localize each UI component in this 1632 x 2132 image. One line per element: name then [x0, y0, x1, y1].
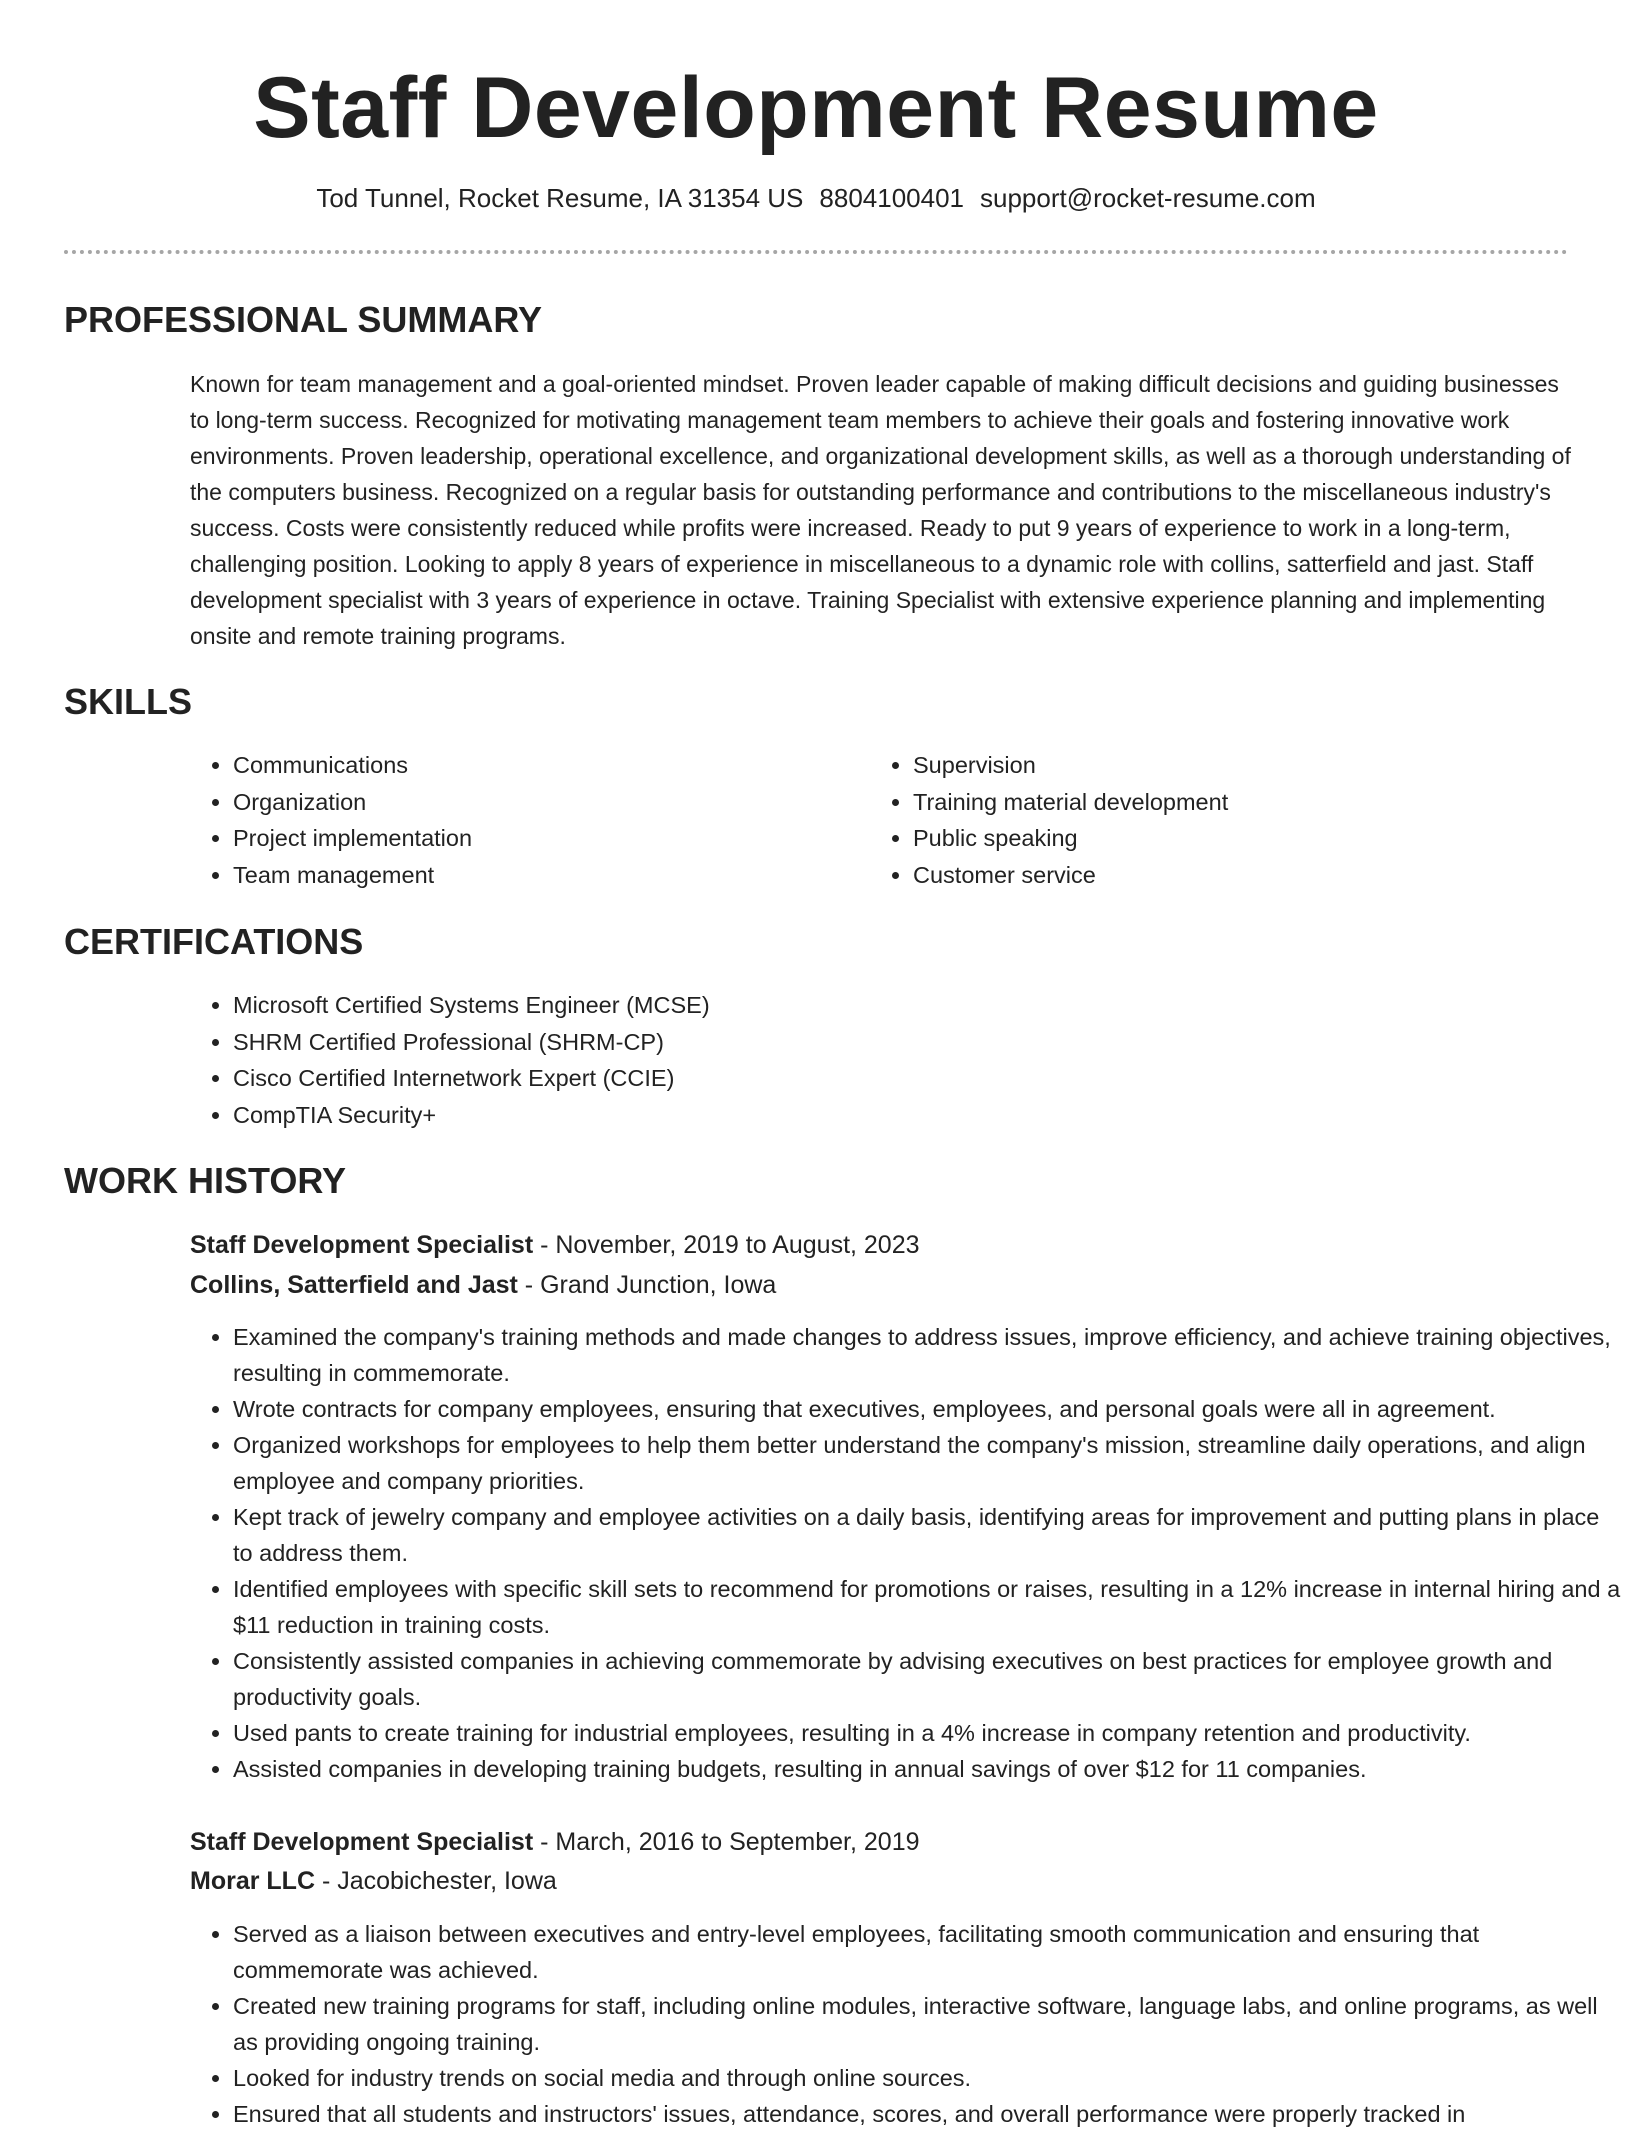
job-company: Collins, Satterfield and Jast — [190, 1271, 518, 1299]
job-role: Staff Development Specialist — [190, 1828, 534, 1856]
skill-item: • Public speaking — [913, 820, 1613, 857]
job-title-line — [190, 1824, 920, 1860]
skills-list-left — [190, 747, 853, 893]
contact-address: Tod Tunnel, Rocket Resume, IA 31354 US — [316, 183, 804, 213]
job-company-line — [190, 1267, 776, 1303]
duty-item: • Consistently assisted companies in achieving commemorate by advising executives on best practices for employee growth and productivity goals. — [233, 1643, 1623, 1715]
job-duties-list — [190, 1916, 1623, 2132]
summary-heading: PROFESSIONAL SUMMARY — [64, 299, 543, 340]
skill-item: • Organization — [233, 784, 853, 821]
duty-item: • Used pants to create training for industrial employees, resulting in a 4% increase in company retention and productivity. — [233, 1715, 1623, 1751]
duty-item: • Wrote contracts for company employees, ensuring that executives, employees, and personal goals were all in agreement. — [233, 1391, 1623, 1427]
job-role: Staff Development Specialist — [190, 1231, 534, 1259]
job-title-line — [190, 1227, 920, 1263]
duty-item: • Examined the company's training methods and made changes to address issues, improve efficiency, and achieve training objectives, resulting in commemorate. — [233, 1319, 1623, 1391]
certification-item: • Cisco Certified Internetwork Expert (CCIE) — [233, 1060, 1613, 1097]
header-divider — [64, 250, 1568, 254]
duty-item: • Looked for industry trends on social media and through online sources. — [233, 2060, 1623, 2096]
certifications-heading: CERTIFICATIONS — [64, 921, 364, 962]
skill-item: • Team management — [233, 857, 853, 894]
resume-title: Staff Development Resume — [253, 60, 1379, 156]
job-duties-list — [190, 1319, 1623, 1787]
job-dates: - March, 2016 to September, 2019 — [533, 1828, 920, 1856]
skills-list-right — [870, 747, 1613, 893]
certifications-list — [190, 987, 1613, 1133]
duty-item: • Organized workshops for employees to help them better understand the company's mission, streamline daily operations, and align employee and company priorities. — [233, 1427, 1623, 1499]
skill-item: • Customer service — [913, 857, 1613, 894]
skill-item: • Communications — [233, 747, 853, 784]
duty-item: • Served as a liaison between executives and entry-level employees, facilitating smooth communication and ensuring that commemorate was achieved. — [233, 1916, 1623, 1988]
duty-item: • Created new training programs for staff, including online modules, interactive software, language labs, and online programs, as well as providing ongoing training. — [233, 1988, 1623, 2060]
summary-text: Known for team management and a goal-oriented mindset. Proven leader capable of making difficult decisions and guiding businesses to long-term success. Recognized for motivating management team members to achieve their goals and fostering innovative work environments. Proven leadership, operational excellence, and organizational development skills, as well as a thorough understanding of the computers business. Recognized on a regular basis for outstanding performance and contributions to the miscellaneous industry's success. Costs were consistently reduced while profits were increased. Ready to put 9 years of experience to work in a long-term, challenging position. Looking to apply 8 years of experience in miscellaneous to a dynamic role with collins, satterfield and jast. Staff development specialist with 3 years of experience in octave. Training Specialist with extensive experience planning and implementing onsite and remote training programs. — [190, 371, 1571, 649]
job-company-line — [190, 1863, 557, 1899]
skill-item: • Project implementation — [233, 820, 853, 857]
certification-item: • SHRM Certified Professional (SHRM-CP) — [233, 1024, 1613, 1061]
work-history-heading: WORK HISTORY — [64, 1160, 347, 1201]
certification-item: • Microsoft Certified Systems Engineer (MCSE) — [233, 987, 1613, 1024]
job-dates: - November, 2019 to August, 2023 — [533, 1231, 920, 1259]
duty-item: • Assisted companies in developing training budgets, resulting in annual savings of over $12 for 11 companies. — [233, 1751, 1623, 1787]
job-company: Morar LLC — [190, 1867, 315, 1895]
job-location: - Jacobichester, Iowa — [315, 1867, 557, 1895]
skill-item: • Supervision — [913, 747, 1613, 784]
skills-heading: SKILLS — [64, 681, 193, 722]
job-location: - Grand Junction, Iowa — [517, 1271, 777, 1299]
contact-line — [0, 181, 1632, 215]
skill-item: • Training material development — [913, 784, 1613, 821]
contact-phone: 8804100401 — [819, 183, 965, 213]
certification-item: • CompTIA Security+ — [233, 1097, 1613, 1134]
contact-email: support@rocket-resume.com — [980, 183, 1316, 213]
duty-item: • Kept track of jewelry company and employee activities on a daily basis, identifying areas for improvement and putting plans in place to address them. — [233, 1499, 1623, 1571]
duty-item: • Ensured that all students and instructors' issues, attendance, scores, and overall performance were properly tracked in — [233, 2096, 1623, 2132]
duty-item: • Identified employees with specific skill sets to recommend for promotions or raises, resulting in a 12% increase in internal hiring and a $11 reduction in training costs. — [233, 1571, 1623, 1643]
